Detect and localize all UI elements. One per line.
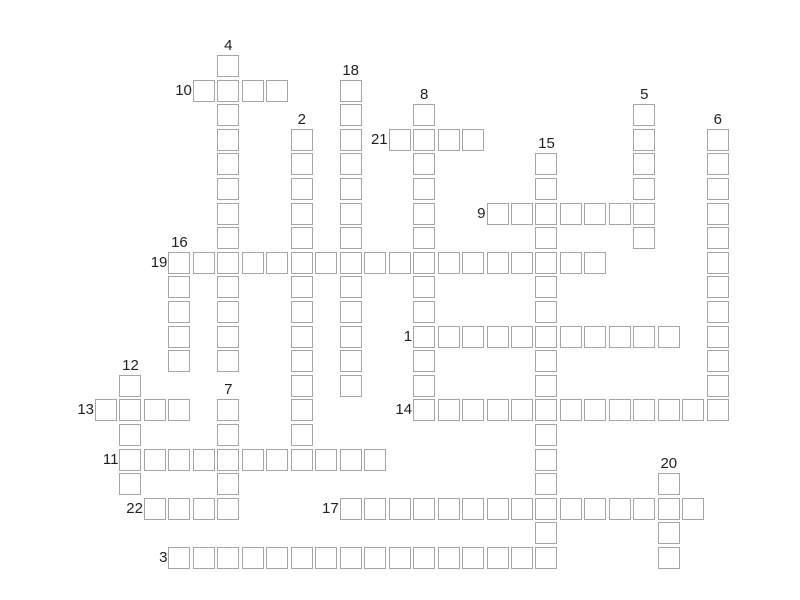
crossword-cell-18-5[interactable] bbox=[535, 178, 557, 200]
crossword-cell-4-20[interactable] bbox=[193, 547, 215, 569]
crossword-cell-10-2[interactable] bbox=[340, 104, 362, 126]
crossword-cell-10-6[interactable] bbox=[340, 203, 362, 225]
clue-number-7-down: 7 bbox=[224, 381, 233, 399]
crossword-cell-5-5[interactable] bbox=[217, 178, 239, 200]
crossword-cell-15-14[interactable] bbox=[462, 399, 484, 421]
crossword-cell-2-18[interactable] bbox=[144, 498, 166, 520]
crossword-cell-20-6[interactable] bbox=[584, 203, 606, 225]
crossword-cell-5-14[interactable] bbox=[217, 399, 239, 421]
crossword-cell-10-1[interactable] bbox=[340, 80, 362, 102]
crossword-cell-10-9[interactable] bbox=[340, 276, 362, 298]
crossword-cell-8-15[interactable] bbox=[291, 424, 313, 446]
crossword-cell-4-16[interactable] bbox=[193, 449, 215, 471]
crossword-cell-14-18[interactable] bbox=[438, 498, 460, 520]
crossword-cell-18-18[interactable] bbox=[535, 498, 557, 520]
crossword-cell-25-10[interactable] bbox=[707, 301, 729, 323]
crossword-cell-9-8[interactable] bbox=[315, 252, 337, 274]
crossword-cell-17-20[interactable] bbox=[511, 547, 533, 569]
crossword-cell-20-8[interactable] bbox=[584, 252, 606, 274]
crossword-cell-18-12[interactable] bbox=[535, 350, 557, 372]
crossword-cell-18-10[interactable] bbox=[535, 301, 557, 323]
crossword-cell-6-8[interactable] bbox=[242, 252, 264, 274]
crossword-cell-13-11[interactable] bbox=[413, 326, 435, 348]
crossword-cell-11-18[interactable] bbox=[364, 498, 386, 520]
clue-number-2-down: 2 bbox=[297, 110, 306, 128]
crossword-cell-25-11[interactable] bbox=[707, 326, 729, 348]
crossword-cell-18-16[interactable] bbox=[535, 449, 557, 471]
crossword-cell-13-20[interactable] bbox=[413, 547, 435, 569]
crossword-cell-23-18[interactable] bbox=[658, 498, 680, 520]
crossword-cell-8-8[interactable] bbox=[291, 252, 313, 274]
crossword-cell-4-8[interactable] bbox=[193, 252, 215, 274]
crossword-cell-15-11[interactable] bbox=[462, 326, 484, 348]
crossword-cell-4-18[interactable] bbox=[193, 498, 215, 520]
crossword-cell-3-11[interactable] bbox=[168, 326, 190, 348]
clue-number-18-down: 18 bbox=[342, 61, 360, 79]
clue-number-19-across: 19 bbox=[150, 253, 168, 271]
crossword-cell-6-1[interactable] bbox=[242, 80, 264, 102]
crossword-cell-3-14[interactable] bbox=[168, 399, 190, 421]
crossword-cell-16-8[interactable] bbox=[487, 252, 509, 274]
crossword-cell-2-14[interactable] bbox=[144, 399, 166, 421]
crossword-cell-10-13[interactable] bbox=[340, 375, 362, 397]
crossword-cell-22-5[interactable] bbox=[633, 178, 655, 200]
crossword-cell-25-13[interactable] bbox=[707, 375, 729, 397]
crossword-cell-5-0[interactable] bbox=[217, 55, 239, 77]
crossword-cell-13-12[interactable] bbox=[413, 350, 435, 372]
crossword-cell-21-11[interactable] bbox=[609, 326, 631, 348]
crossword-cell-9-16[interactable] bbox=[315, 449, 337, 471]
crossword-cell-25-6[interactable] bbox=[707, 203, 729, 225]
clue-number-11-across: 11 bbox=[102, 450, 119, 468]
crossword-cell-8-5[interactable] bbox=[291, 178, 313, 200]
crossword-cell-13-8[interactable] bbox=[413, 252, 435, 274]
crossword-cell-16-18[interactable] bbox=[487, 498, 509, 520]
crossword-cell-1-14[interactable] bbox=[119, 399, 141, 421]
clue-number-14-across: 14 bbox=[395, 401, 413, 419]
crossword-cell-5-2[interactable] bbox=[217, 104, 239, 126]
crossword-cell-23-11[interactable] bbox=[658, 326, 680, 348]
crossword-cell-23-14[interactable] bbox=[658, 399, 680, 421]
crossword-cell-16-6[interactable] bbox=[487, 203, 509, 225]
crossword-cell-11-8[interactable] bbox=[364, 252, 386, 274]
crossword-cell-19-6[interactable] bbox=[560, 203, 582, 225]
crossword-cell-19-18[interactable] bbox=[560, 498, 582, 520]
crossword-cell-3-8[interactable] bbox=[168, 252, 190, 274]
crossword-cell-8-12[interactable] bbox=[291, 350, 313, 372]
crossword-cell-22-2[interactable] bbox=[633, 104, 655, 126]
crossword-cell-13-13[interactable] bbox=[413, 375, 435, 397]
crossword-cell-13-3[interactable] bbox=[413, 129, 435, 151]
crossword-cell-13-7[interactable] bbox=[413, 227, 435, 249]
crossword-cell-10-20[interactable] bbox=[340, 547, 362, 569]
crossword-cell-5-10[interactable] bbox=[217, 301, 239, 323]
crossword-cell-14-3[interactable] bbox=[438, 129, 460, 151]
crossword-cell-17-11[interactable] bbox=[511, 326, 533, 348]
crossword-cell-10-8[interactable] bbox=[340, 252, 362, 274]
crossword-cell-12-20[interactable] bbox=[389, 547, 411, 569]
crossword-cell-19-8[interactable] bbox=[560, 252, 582, 274]
crossword-cell-22-14[interactable] bbox=[633, 399, 655, 421]
crossword-cell-10-10[interactable] bbox=[340, 301, 362, 323]
crossword-cell-5-4[interactable] bbox=[217, 153, 239, 175]
crossword-cell-5-18[interactable] bbox=[217, 498, 239, 520]
crossword-cell-10-7[interactable] bbox=[340, 227, 362, 249]
crossword-cell-14-11[interactable] bbox=[438, 326, 460, 348]
crossword-cell-3-18[interactable] bbox=[168, 498, 190, 520]
crossword-cell-1-15[interactable] bbox=[119, 424, 141, 446]
crossword-cell-3-10[interactable] bbox=[168, 301, 190, 323]
crossword-cell-13-9[interactable] bbox=[413, 276, 435, 298]
crossword-cell-5-3[interactable] bbox=[217, 129, 239, 151]
crossword-cell-5-1[interactable] bbox=[217, 80, 239, 102]
crossword-cell-18-4[interactable] bbox=[535, 153, 557, 175]
crossword-cell-7-20[interactable] bbox=[266, 547, 288, 569]
crossword-cell-18-14[interactable] bbox=[535, 399, 557, 421]
clue-number-12-down: 12 bbox=[122, 356, 139, 374]
crossword-cell-22-6[interactable] bbox=[633, 203, 655, 225]
crossword-cell-19-14[interactable] bbox=[560, 399, 582, 421]
crossword-cell-10-16[interactable] bbox=[340, 449, 362, 471]
crossword-cell-20-18[interactable] bbox=[584, 498, 606, 520]
crossword-cell-8-20[interactable] bbox=[291, 547, 313, 569]
crossword-cell-10-11[interactable] bbox=[340, 326, 362, 348]
crossword-cell-13-6[interactable] bbox=[413, 203, 435, 225]
crossword-cell-25-9[interactable] bbox=[707, 276, 729, 298]
crossword-cell-18-8[interactable] bbox=[535, 252, 557, 274]
crossword-cell-3-16[interactable] bbox=[168, 449, 190, 471]
crossword-cell-18-13[interactable] bbox=[535, 375, 557, 397]
crossword-cell-3-12[interactable] bbox=[168, 350, 190, 372]
crossword-cell-15-18[interactable] bbox=[462, 498, 484, 520]
crossword-cell-11-20[interactable] bbox=[364, 547, 386, 569]
crossword-cell-14-8[interactable] bbox=[438, 252, 460, 274]
crossword-cell-7-8[interactable] bbox=[266, 252, 288, 274]
crossword-cell-3-20[interactable] bbox=[168, 547, 190, 569]
crossword-cell-5-8[interactable] bbox=[217, 252, 239, 274]
crossword-cell-5-15[interactable] bbox=[217, 424, 239, 446]
crossword-cell-18-9[interactable] bbox=[535, 276, 557, 298]
crossword-cell-8-13[interactable] bbox=[291, 375, 313, 397]
crossword-cell-25-4[interactable] bbox=[707, 153, 729, 175]
crossword-cell-22-7[interactable] bbox=[633, 227, 655, 249]
crossword-cell-16-11[interactable] bbox=[487, 326, 509, 348]
crossword-cell-5-11[interactable] bbox=[217, 326, 239, 348]
clue-number-17-across: 17 bbox=[322, 499, 339, 517]
crossword-cell-1-17[interactable] bbox=[119, 473, 141, 495]
clue-number-5-down: 5 bbox=[640, 86, 649, 104]
crossword-cell-25-5[interactable] bbox=[707, 178, 729, 200]
crossword-cell-8-11[interactable] bbox=[291, 326, 313, 348]
crossword-cell-23-20[interactable] bbox=[658, 547, 680, 569]
crossword-cell-22-18[interactable] bbox=[633, 498, 655, 520]
clue-number-4-down: 4 bbox=[224, 37, 233, 54]
crossword-cell-15-3[interactable] bbox=[462, 129, 484, 151]
crossword-cell-17-6[interactable] bbox=[511, 203, 533, 225]
crossword-cell-1-16[interactable] bbox=[119, 449, 141, 471]
crossword-cell-13-4[interactable] bbox=[413, 153, 435, 175]
crossword-cell-1-13[interactable] bbox=[119, 375, 141, 397]
crossword-cell-9-20[interactable] bbox=[315, 547, 337, 569]
crossword-cell-5-12[interactable] bbox=[217, 350, 239, 372]
crossword-cell-13-18[interactable] bbox=[413, 498, 435, 520]
crossword-cell-5-6[interactable] bbox=[217, 203, 239, 225]
crossword-cell-18-11[interactable] bbox=[535, 326, 557, 348]
clue-number-15-down: 15 bbox=[538, 135, 555, 153]
crossword-cell-22-4[interactable] bbox=[633, 153, 655, 175]
crossword-cell-13-10[interactable] bbox=[413, 301, 435, 323]
crossword-cell-8-10[interactable] bbox=[291, 301, 313, 323]
crossword-cell-18-20[interactable] bbox=[535, 547, 557, 569]
crossword-cell-15-8[interactable] bbox=[462, 252, 484, 274]
crossword-cell-10-4[interactable] bbox=[340, 153, 362, 175]
crossword-cell-15-20[interactable] bbox=[462, 547, 484, 569]
crossword-cell-13-2[interactable] bbox=[413, 104, 435, 126]
clue-number-1-across: 1 bbox=[403, 327, 413, 345]
crossword-cell-11-16[interactable] bbox=[364, 449, 386, 471]
crossword-cell-21-18[interactable] bbox=[609, 498, 631, 520]
crossword-cell-14-14[interactable] bbox=[438, 399, 460, 421]
crossword-cell-16-20[interactable] bbox=[487, 547, 509, 569]
crossword-cell-7-1[interactable] bbox=[266, 80, 288, 102]
crossword-cell-7-16[interactable] bbox=[266, 449, 288, 471]
crossword-cell-25-14[interactable] bbox=[707, 399, 729, 421]
crossword-cell-25-8[interactable] bbox=[707, 252, 729, 274]
crossword-cell-24-18[interactable] bbox=[682, 498, 704, 520]
crossword-cell-25-7[interactable] bbox=[707, 227, 729, 249]
crossword-cell-5-7[interactable] bbox=[217, 227, 239, 249]
clue-number-21-across: 21 bbox=[370, 130, 388, 148]
crossword-cell-8-14[interactable] bbox=[291, 399, 313, 421]
clue-number-13-across: 13 bbox=[77, 401, 94, 419]
crossword-cell-13-14[interactable] bbox=[413, 399, 435, 421]
crossword-cell-8-4[interactable] bbox=[291, 153, 313, 175]
crossword-cell-17-8[interactable] bbox=[511, 252, 533, 274]
crossword-cell-10-12[interactable] bbox=[340, 350, 362, 372]
crossword-cell-8-7[interactable] bbox=[291, 227, 313, 249]
crossword-cell-24-14[interactable] bbox=[682, 399, 704, 421]
crossword-cell-10-18[interactable] bbox=[340, 498, 362, 520]
crossword-cell-12-3[interactable] bbox=[389, 129, 411, 151]
crossword-cell-6-20[interactable] bbox=[242, 547, 264, 569]
crossword-cell-25-3[interactable] bbox=[707, 129, 729, 151]
crossword-cell-3-9[interactable] bbox=[168, 276, 190, 298]
clue-number-6-down: 6 bbox=[713, 110, 722, 128]
clue-number-9-across: 9 bbox=[477, 204, 486, 222]
crossword-cell-20-11[interactable] bbox=[584, 326, 606, 348]
crossword-cell-22-3[interactable] bbox=[633, 129, 655, 151]
crossword-cell-5-17[interactable] bbox=[217, 473, 239, 495]
crossword-cell-19-11[interactable] bbox=[560, 326, 582, 348]
crossword-cell-2-16[interactable] bbox=[144, 449, 166, 471]
crossword-cell-5-16[interactable] bbox=[217, 449, 239, 471]
crossword-cell-8-6[interactable] bbox=[291, 203, 313, 225]
crossword-cell-8-3[interactable] bbox=[291, 129, 313, 151]
crossword-cell-17-14[interactable] bbox=[511, 399, 533, 421]
crossword-cell-25-12[interactable] bbox=[707, 350, 729, 372]
crossword-cell-18-19[interactable] bbox=[535, 522, 557, 544]
crossword-cell-16-14[interactable] bbox=[487, 399, 509, 421]
crossword-cell-10-5[interactable] bbox=[340, 178, 362, 200]
crossword-cell-18-17[interactable] bbox=[535, 473, 557, 495]
clue-number-20-down: 20 bbox=[660, 455, 678, 473]
crossword-cell-12-8[interactable] bbox=[389, 252, 411, 274]
crossword-cell-18-6[interactable] bbox=[535, 203, 557, 225]
crossword-cell-6-16[interactable] bbox=[242, 449, 264, 471]
crossword-cell-23-19[interactable] bbox=[658, 522, 680, 544]
crossword-cell-18-7[interactable] bbox=[535, 227, 557, 249]
crossword-cell-5-20[interactable] bbox=[217, 547, 239, 569]
crossword-cell-20-14[interactable] bbox=[584, 399, 606, 421]
crossword-cell-13-5[interactable] bbox=[413, 178, 435, 200]
clue-number-8-down: 8 bbox=[419, 86, 429, 104]
crossword-cell-23-17[interactable] bbox=[658, 473, 680, 495]
crossword-cell-8-16[interactable] bbox=[291, 449, 313, 471]
crossword-cell-22-11[interactable] bbox=[633, 326, 655, 348]
crossword-cell-17-18[interactable] bbox=[511, 498, 533, 520]
crossword-cell-4-1[interactable] bbox=[193, 80, 215, 102]
crossword-cell-21-14[interactable] bbox=[609, 399, 631, 421]
crossword-cell-14-20[interactable] bbox=[438, 547, 460, 569]
crossword-cell-12-18[interactable] bbox=[389, 498, 411, 520]
crossword-cell-18-15[interactable] bbox=[535, 424, 557, 446]
clue-number-3-across: 3 bbox=[159, 549, 168, 566]
clue-number-10-across: 10 bbox=[175, 81, 192, 99]
clue-number-16-down: 16 bbox=[171, 233, 188, 251]
crossword-cell-5-9[interactable] bbox=[217, 276, 239, 298]
crossword-cell-8-9[interactable] bbox=[291, 276, 313, 298]
crossword-cell-0-14[interactable] bbox=[95, 399, 117, 421]
crossword-cell-21-6[interactable] bbox=[609, 203, 631, 225]
clue-number-22-across: 22 bbox=[126, 499, 143, 517]
